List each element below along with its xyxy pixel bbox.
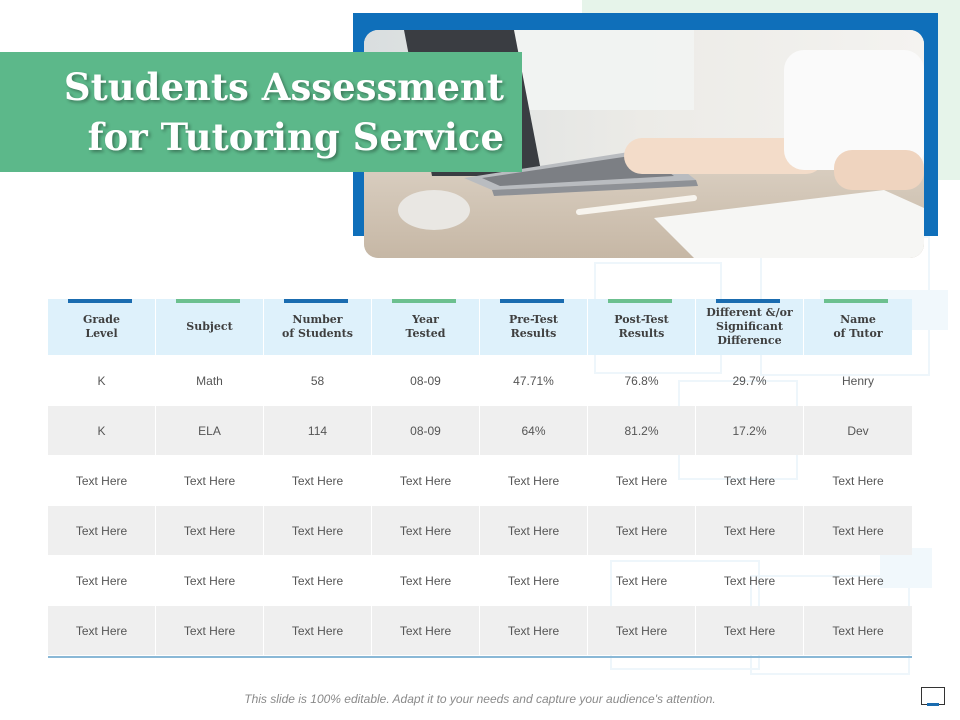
header-year-tested [372, 299, 479, 355]
table-cell: 17.2% [696, 406, 803, 455]
table-cell: 08-09 [410, 373, 441, 388]
table-cell: Text Here [832, 473, 884, 488]
slide-title-line-2: for Tutoring Service [87, 115, 504, 159]
table-cell: Text Here [291, 573, 344, 588]
header-accent-bar [176, 299, 240, 303]
table-cell: 64% [480, 406, 587, 455]
header-text: Results [618, 327, 665, 340]
header-text: of Students [282, 327, 353, 340]
table-cell: Text Here [480, 506, 587, 555]
header-text: Subject [186, 320, 233, 333]
header-text: Pre-Test [508, 313, 558, 326]
header-text: Different &/or [706, 306, 793, 319]
table-cell: Text Here [832, 573, 884, 588]
table-cell: 08-09 [372, 406, 479, 455]
header-post-test-results [588, 299, 695, 355]
table-cell: ELA [156, 406, 263, 455]
header-name-of-tutor [804, 299, 912, 355]
table-cell: Text Here [291, 473, 344, 488]
table-row [48, 456, 912, 505]
header-text: Significant [716, 320, 783, 333]
header-text: Tested [405, 327, 446, 340]
table-row [48, 356, 912, 405]
table-cell: Text Here [480, 606, 587, 655]
table-cell: Text Here [507, 473, 560, 488]
header-accent-bar [716, 299, 780, 303]
table-cell: Text Here [75, 473, 128, 488]
header-text: of Tutor [833, 327, 883, 340]
table-cell: Text Here [588, 506, 695, 555]
table-cell: Text Here [48, 506, 155, 555]
table-row [48, 406, 912, 455]
table-cell: K [97, 373, 106, 388]
table-cell: Text Here [183, 473, 236, 488]
slide-title-line-1: Students Assessment [63, 65, 504, 109]
header-accent-bar [68, 299, 132, 303]
table-cell: 29.7% [732, 373, 767, 388]
table-cell: Text Here [615, 573, 668, 588]
table-cell: Text Here [264, 506, 371, 555]
table-cell: 47.71% [513, 373, 554, 388]
table-cell: Text Here [75, 573, 128, 588]
header-accent-bar [284, 299, 348, 303]
header-text: Grade [82, 313, 120, 326]
table-cell: Text Here [723, 573, 776, 588]
table-cell: 76.8% [624, 373, 659, 388]
table-cell: 58 [310, 373, 325, 388]
table-bottom-border [48, 656, 912, 658]
table-row [48, 606, 912, 655]
table-cell: Text Here [399, 473, 452, 488]
header-accent-bar [392, 299, 456, 303]
table-cell: Text Here [399, 573, 452, 588]
table-header-row [48, 299, 912, 355]
header-subject [156, 299, 263, 355]
header-text: Difference [717, 334, 782, 347]
header-text: Results [510, 327, 557, 340]
header-text: Name [840, 313, 876, 326]
table-row [48, 506, 912, 555]
table-cell: Text Here [588, 606, 695, 655]
table-cell: Math [196, 373, 223, 388]
header-text: Level [85, 327, 118, 340]
table-cell: 114 [264, 406, 371, 455]
presentation-icon[interactable] [921, 687, 945, 705]
table-cell: Text Here [723, 473, 776, 488]
footer-note: This slide is 100% editable. Adapt it to your needs and capture your audience's attention. [244, 692, 716, 706]
table-cell: Dev [804, 406, 912, 455]
header-accent-bar [608, 299, 672, 303]
assessment-table [48, 299, 912, 658]
table-cell: Text Here [804, 506, 912, 555]
header-text: Year [412, 313, 439, 326]
header-grade-level [48, 299, 155, 355]
header-text: Number [292, 313, 343, 326]
table-cell: 81.2% [588, 406, 695, 455]
table-cell: Text Here [372, 506, 479, 555]
table-cell: K [48, 406, 155, 455]
table-cell: Text Here [696, 606, 803, 655]
table-cell: Text Here [156, 506, 263, 555]
header-accent-bar [824, 299, 888, 303]
table-cell: Text Here [696, 506, 803, 555]
table-cell: Henry [841, 373, 874, 388]
table-cell: Text Here [615, 473, 668, 488]
header-pre-test-results [480, 299, 587, 355]
table-cell: Text Here [372, 606, 479, 655]
table-cell: Text Here [507, 573, 560, 588]
title-banner [0, 52, 522, 172]
table-cell: Text Here [48, 606, 155, 655]
table-cell: Text Here [264, 606, 371, 655]
header-number-of-students [264, 299, 371, 355]
table-row [48, 556, 912, 605]
table-cell: Text Here [156, 606, 263, 655]
header-accent-bar [500, 299, 564, 303]
table-cell: Text Here [804, 606, 912, 655]
header-difference [696, 299, 803, 355]
header-text: Post-Test [614, 313, 669, 326]
table-cell: Text Here [183, 573, 236, 588]
